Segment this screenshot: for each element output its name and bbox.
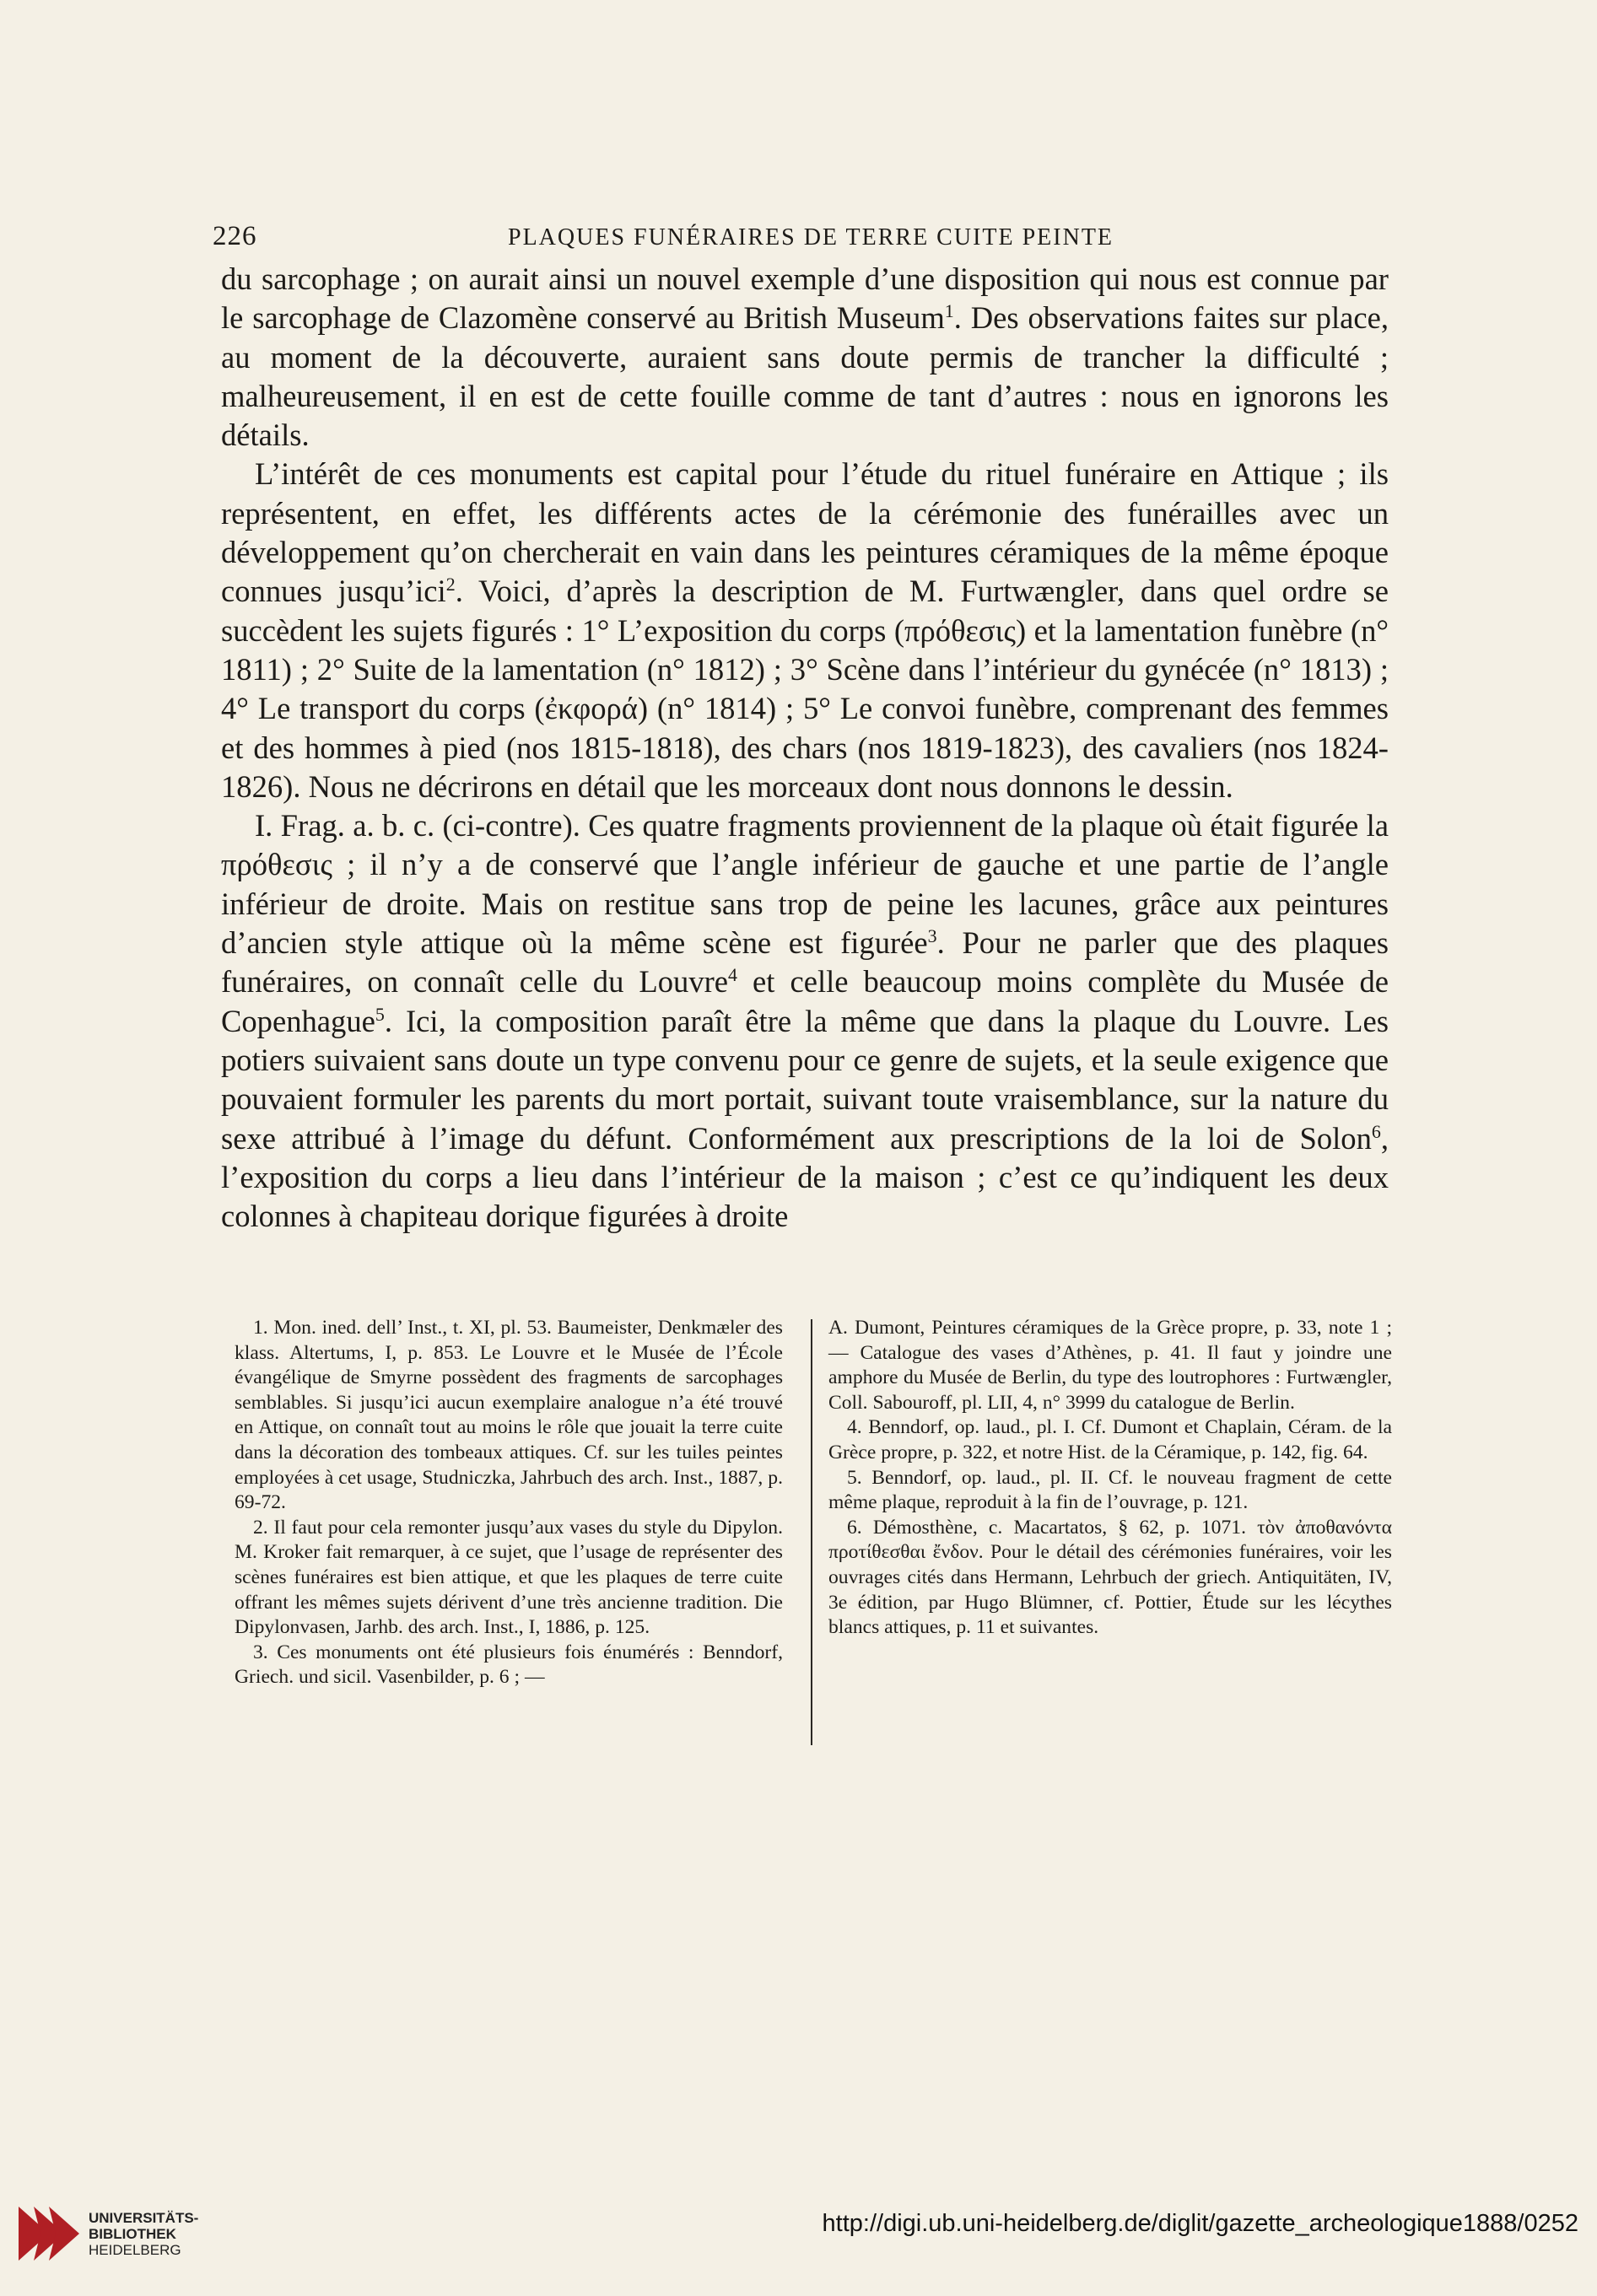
paragraph-3-text-e: , l’exposition du corps a lieu dans l’intérieur de la maison ; c’est ce qu’indiquent les deux colonnes à chapiteau dorique figurées à droite — [221, 1120, 1389, 1234]
library-name-line-2: BIBLIOTHEK — [89, 2226, 176, 2242]
footnote-3: 3. Ces monuments ont été plusieurs fois énumérés : Benndorf, Griech. und sicil. Vasenbilder, p. 6 ; — — [235, 1641, 783, 1689]
paragraph-2-text-a: L’intérêt de ces monuments est capital pour l’étude du rituel funéraire en Attique ; ils représentent, en effet, les différents actes de la cérémonie des funérailles avec un développement qu’on chercherait en vain dans les peintures céramiques de la même époque connues jusqu’ici — [221, 456, 1389, 609]
footnote-5: 5. Benndorf, op. laud., pl. II. Cf. le nouveau fragment de cette même plaque, reproduit à la fin de l’ouvrage, p. 121. — [828, 1466, 1392, 1514]
paragraph-3-text-c: et celle beaucoup moins complète du Musée de Copenhague — [221, 964, 1389, 1038]
paragraph-3-text-d: . Ici, la composition paraît être la même que dans la plaque du Louvre. Les potiers suivaient sans doute un type convenu pour ce genre de sujets, et la seule exigence que pouvaient formuler les parents du mort portait, suivant toute vraisemblance, sur la nature du sexe attribué à l’image du défunt. Conformément aux prescriptions de la loi de Solon — [221, 1003, 1389, 1156]
paragraph-3 — [221, 806, 1389, 1236]
footnote-4: 4. Benndorf, op. laud., pl. I. Cf. Dumont et Chaplain, Céram. de la Grèce propre, p. 322, et notre Hist. de la Céramique, p. 142, fig. 64. — [828, 1416, 1392, 1463]
paragraph-3-text-a: I. Frag. a. b. c. (ci-contre). Ces quatre fragments proviennent de la plaque où était figurée la πρόθεσις ; il n’y a de conservé que l’angle inférieur de gauche et une partie de l’angle inférieur de droite. Mais on restitue sans trop de peine les lacunes, grâce aux peintures d’ancien style attique où la même scène est figurée — [221, 808, 1389, 961]
footnotes-right-column — [828, 1316, 1392, 1641]
library-logo-icon — [15, 2200, 79, 2264]
page-number: 226 — [213, 221, 257, 251]
library-name-line-3: HEIDELBERG — [89, 2242, 181, 2258]
running-title: PLAQUES FUNÉRAIRES DE TERRE CUITE PEINTE — [508, 224, 1114, 251]
footnote-2: 2. Il faut pour cela remonter jusqu’aux vases du style du Dipylon. M. Kroker fait remarquer, à ce sujet, que l’usage de représenter des scènes funéraires est bien attique, et que les plaques de terre cuite offrant les mêmes sujets dérivent d’une très ancienne tradition. Die Dipylonvasen, Jarhb. des arch. Inst., I, 1886, p. 125. — [235, 1516, 783, 1639]
paragraph-1 — [221, 260, 1389, 455]
footnotes — [235, 1316, 1392, 1712]
footer — [0, 2185, 1597, 2296]
column-divider — [811, 1319, 812, 1745]
footnote-ref-4[interactable]: 4 — [728, 964, 738, 986]
main-text — [221, 260, 1389, 1236]
footnote-3-continued: A. Dumont, Peintures céramiques de la Grèce propre, p. 33, note 1 ; — Catalogue des vases d’Athènes, p. 41. Il faut y joindre une amphore du Musée de Berlin, du type des loutrophores : Furtwængler, Coll. Sabouroff, pl. LII, 4, n° 3999 du catalogue de Berlin. — [828, 1317, 1392, 1414]
footnote-6: 6. Démosthène, c. Macartatos, § 62, p. 1071. τὸν ἀποθανόντα προτίθεσθαι ἔνδον. Pour le détail des cérémonies funéraires, voir les ouvrages cités dans Hermann, Lehrbuch der griech. Antiquitäten, IV, 3e édition, par Hugo Blümner, cf. Pottier, Étude sur les lécythes blancs attiques, p. 11 et suivantes. — [828, 1516, 1392, 1639]
footnote-ref-6[interactable]: 6 — [1371, 1120, 1381, 1142]
footnote-ref-2[interactable]: 2 — [445, 574, 456, 596]
library-name-line-1: UNIVERSITÄTS- — [89, 2210, 199, 2226]
footnote-ref-5[interactable]: 5 — [375, 1003, 385, 1025]
source-url[interactable]: http://digi.ub.uni-heidelberg.de/diglit/gazette_archeologique1888/0252 — [822, 2210, 1578, 2237]
paragraph-2-text-b: . Voici, d’après la description de M. Furtwængler, dans quel ordre se succèdent les sujets figurés : 1° L’exposition du corps (πρόθεσις) et la lamentation funèbre (n° 1811) ; 2° Suite de la lamentation (n° 1812) ; 3° Scène dans l’intérieur du gynécée (n° 1813) ; 4° Le transport du corps (ἐκφορά) (n° 1814) ; 5° Le convoi funèbre, comprenant des femmes et des hommes à pied (nos 1815-1818), des chars (nos 1819-1823), des cavaliers (nos 1824-1826). Nous ne décrirons en détail que les morceaux dont nous donnons le dessin. — [221, 574, 1389, 804]
library-name — [89, 2210, 198, 2258]
footnote-ref-1[interactable]: 1 — [944, 300, 954, 322]
footnote-1: 1. Mon. ined. dell’ Inst., t. XI, pl. 53. Baumeister, Denkmæler des klass. Altertums, I, p. 853. Le Louvre et le Musée de l’École évangélique de Smyrne possèdent des fragments de sarcophages semblables. Si jusqu’ici aucun exemplaire analogue n’a été trouvé en Attique, on connaît tout au moins le rôle que jouait la terre cuite dans la décoration des tombeaux attiques. Cf. sur les tuiles peintes employées à cet usage, Studniczka, Jahrbuch des arch. Inst., 1887, p. 69-72. — [235, 1317, 783, 1514]
paragraph-3-text-b: . Pour ne parler que des plaques funéraires, on connaît celle du Louvre — [221, 925, 1389, 1000]
paragraph-1-text-end: . Des observations faites sur place, au moment de la découverte, auraient sans doute permis de trancher la difficulté ; malheureusement, il en est de cette fouille comme de tant d’autres : nous en ignorons les détails. — [221, 300, 1389, 453]
paragraph-1-text: du sarcophage ; on aurait ainsi un nouvel exemple d’une disposition qui nous est connue par le sarcophage de Clazomène conservé au British Museum — [221, 261, 1389, 336]
paragraph-2 — [221, 455, 1389, 806]
footnote-ref-3[interactable]: 3 — [927, 924, 937, 946]
footnotes-left-column — [235, 1316, 783, 1690]
